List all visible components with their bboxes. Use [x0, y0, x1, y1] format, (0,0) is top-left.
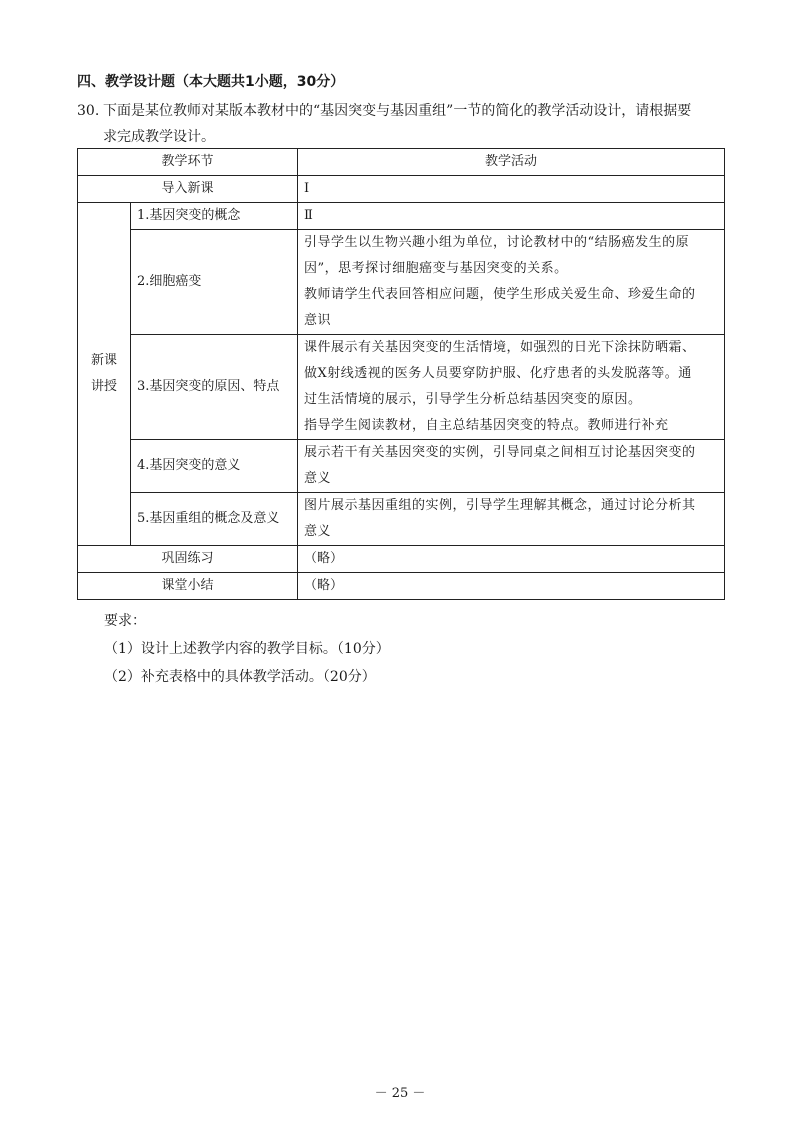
question-number: 30. — [77, 103, 100, 119]
stage-intro: 导入新课 — [78, 176, 298, 203]
page-number: － 25 － — [374, 1086, 426, 1101]
activity-1-line: Ⅱ — [304, 208, 314, 223]
stage-new-lesson-line1: 新课 — [90, 353, 117, 368]
header-activity: 教学活动 — [298, 149, 725, 176]
activity-4-line: 展示若干有关基因突变的实例，引导同桌之间相互讨论基因突变的 — [304, 445, 696, 460]
sub-stage-2: 2.细胞癌变 — [131, 230, 298, 335]
table-row — [78, 230, 725, 335]
activity-2-line: 意识 — [304, 313, 332, 328]
activity-5 — [298, 493, 725, 546]
table-row — [78, 440, 725, 493]
requirement-item: （2）补充表格中的具体教学活动。（20分） — [104, 669, 376, 685]
activity-2-line: 引导学生以生物兴趣小组为单位，讨论教材中的“结肠癌发生的原 — [304, 235, 690, 250]
question-line-1: 下面是某位教师对某版本教材中的“基因突变与基因重组”一节的简化的教学活动设计，请根据要 — [103, 103, 692, 119]
table-row — [78, 335, 725, 440]
header-stage: 教学环节 — [78, 149, 298, 176]
requirements — [104, 607, 390, 691]
activity-5-line: 意义 — [304, 524, 332, 539]
stage-new-lesson-line2: 讲授 — [90, 379, 117, 394]
activity-3 — [298, 335, 725, 440]
table-row-intro — [78, 176, 725, 203]
activity-5-line: 图片展示基因重组的实例，引导学生理解其概念，通过讨论分析其 — [304, 498, 696, 513]
question-line-2: 求完成教学设计。 — [103, 129, 215, 145]
activity-4 — [298, 440, 725, 493]
teaching-design-table — [77, 148, 725, 600]
activity-3-line: 做X射线透视的医务人员要穿防护服、化疗患者的头发脱落等。通 — [304, 366, 692, 381]
activity-3-line: 指导学生阅读教材，自主总结基因突变的特点。教师进行补充 — [304, 418, 669, 433]
question-text — [77, 98, 727, 150]
activity-2-line: 教师请学生代表回答相应问题，使学生形成关爱生命、珍爱生命的 — [304, 287, 696, 302]
requirements-title: 要求： — [104, 613, 146, 629]
sub-stage-4: 4.基因突变的意义 — [131, 440, 298, 493]
activity-2-line: 因”，思考探讨细胞癌变与基因突变的关系。 — [304, 261, 568, 276]
requirement-item: （1）设计上述教学内容的教学目标。（10分） — [104, 641, 390, 657]
table-row-practice — [78, 546, 725, 573]
activity-3-line: 课件展示有关基因突变的生活情境，如强烈的日光下涂抹防晒霜、 — [304, 340, 696, 355]
sub-stage-3: 3.基因突变的原因、特点 — [131, 335, 298, 440]
table-row — [78, 203, 725, 230]
table-header-row — [78, 149, 725, 176]
section-title: 四、教学设计题（本大题共1小题，30分） — [77, 74, 345, 90]
stage-new-lesson — [78, 203, 131, 546]
activity-1 — [298, 203, 725, 230]
activity-4-line: 意义 — [304, 471, 332, 486]
activity-intro: I — [298, 176, 725, 203]
stage-practice: 巩固练习 — [78, 546, 298, 573]
sub-stage-1: 1.基因突变的概念 — [131, 203, 298, 230]
sub-stage-5: 5.基因重组的概念及意义 — [131, 493, 298, 546]
table-row-summary — [78, 573, 725, 600]
activity-summary: （略） — [298, 573, 725, 600]
stage-summary: 课堂小结 — [78, 573, 298, 600]
activity-2 — [298, 230, 725, 335]
activity-3-line: 过生活情境的展示，引导学生分析总结基因突变的原因。 — [304, 392, 642, 407]
activity-practice: （略） — [298, 546, 725, 573]
table-row — [78, 493, 725, 546]
